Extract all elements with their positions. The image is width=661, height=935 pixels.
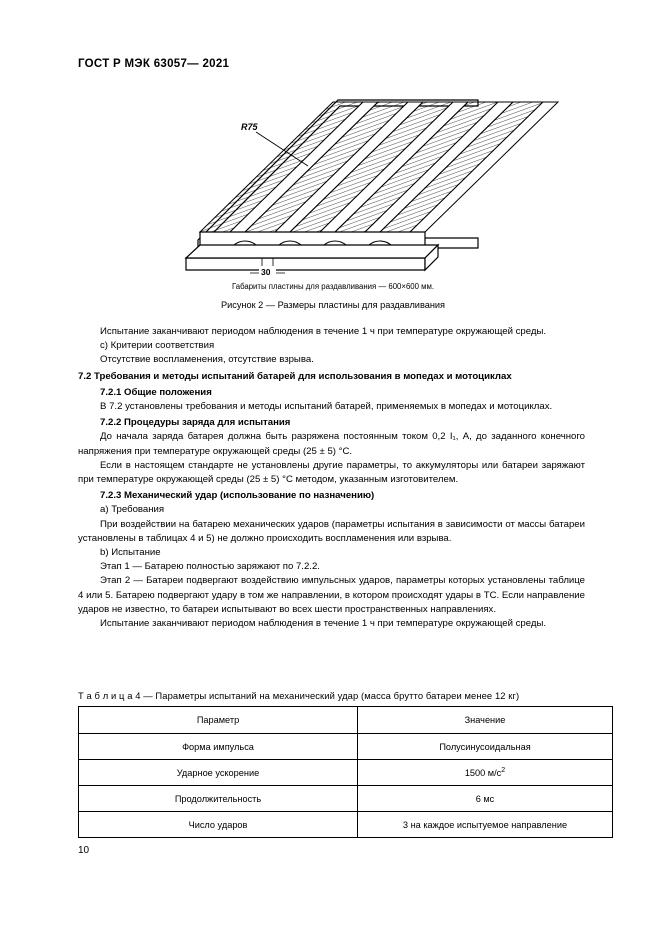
table-4-title: Т а б л и ц а 4 — Параметры испытаний на механический удар (масса брутто батареи менее 12 кг) (78, 690, 520, 701)
cell-value-acceleration (358, 760, 613, 786)
page-header: ГОСТ Р МЭК 63057— 2021 (78, 58, 230, 70)
para-7-2-2-a: До начала заряда батарея должна быть разряжена постоянным током 0,2 I₁, А, до заданного конечного напряжения при температуре окружающей среды (25 ± 5) °C. (78, 431, 585, 457)
para-observation-2: Испытание заканчивают периодом наблюдения в течение 1 ч при температуре окружающей среды. (100, 618, 547, 630)
cell-value-shock-count: 3 на каждое испытуемое направление (358, 812, 613, 838)
acceleration-exponent: 2 (501, 766, 506, 774)
heading-7-2: 7.2 Требования и методы испытаний батарей для использования в мопедах и мотоциклах (78, 370, 512, 382)
table-row (79, 734, 613, 760)
heading-7-2-3: 7.2.3 Механический удар (использование по назначению) (100, 490, 375, 502)
para-requirements-text: При воздействии на батарею механических ударов (параметры испытания в зависимости от массы батареи установлены в таблицах 4 и 5) не должно происходить воспламенения или взрыва. (78, 518, 585, 544)
para-requirements-label: а) Требования (100, 504, 165, 516)
para-7-2-2-b: Если в настоящем стандарте не установлены другие параметры, то аккумуляторы или батареи заряжают при температуре окружающей среды (25 ± 5) °C методом, указанным изготовителем. (78, 459, 585, 486)
cell-value-pulse-shape: Полусинусоидальная (358, 734, 613, 760)
figure-2 (78, 80, 588, 310)
heading-7-2-1: 7.2.1 Общие положения (100, 386, 212, 398)
para-criteria-text: Отсутствие воспламенения, отсутствие взрыва. (100, 354, 314, 366)
acceleration-value: 1500 м/с (464, 768, 502, 779)
para-stage-1: Этап 1 — Батарею полностью заряжают по 7.2.2. (100, 561, 320, 573)
cell-param-pulse-shape: Форма импульса (79, 734, 358, 760)
body-content (78, 325, 585, 631)
page-number: 10 (78, 845, 90, 856)
table-header-value: Значение (358, 707, 613, 734)
table-header-parameter: Параметр (79, 707, 358, 734)
table-row (79, 812, 613, 838)
figure-caption: Рисунок 2 — Размеры пластины для раздавливания (220, 300, 446, 310)
heading-7-2-2: 7.2.2 Процедуры заряда для испытания (100, 417, 291, 429)
para-observation-1: Испытание заканчивают периодом наблюдения в течение 1 ч при температуре окружающей среды. (100, 326, 547, 337)
para-criteria-label: с) Критерии соответствия (100, 340, 215, 352)
para-stage-2: Этап 2 — Батареи подвергают воздействию импульсных ударов, параметры которых установлены таблице 4 или 5. Батарею подвергают удару в том же направлении, в котором происходят удары в ТС. Если направление ударов не известно, то батареи испытывают во всех шести пространственных направлениях. (78, 575, 585, 615)
table-row (79, 786, 613, 812)
para-7-2-1-text: В 7.2 установлены требования и методы испытаний батарей, применяемых в мопедах и мотоциклах. (100, 401, 553, 413)
cell-param-shock-count: Число ударов (79, 812, 358, 838)
table-header-row (79, 707, 613, 734)
corrugated-plate-drawing (78, 80, 588, 280)
table-row (79, 760, 613, 786)
cell-param-duration: Продолжительность (79, 786, 358, 812)
cell-param-acceleration: Ударное ускорение (79, 760, 358, 786)
figure-note: Габариты пластины для раздавливания — 600×600 мм. (231, 282, 435, 291)
para-test-label: b) Испытание (100, 547, 161, 559)
width-dimension-label: 30 (261, 267, 271, 277)
table-4 (78, 706, 613, 838)
radius-label: R75 (241, 122, 258, 132)
cell-value-duration: 6 мс (358, 786, 613, 812)
